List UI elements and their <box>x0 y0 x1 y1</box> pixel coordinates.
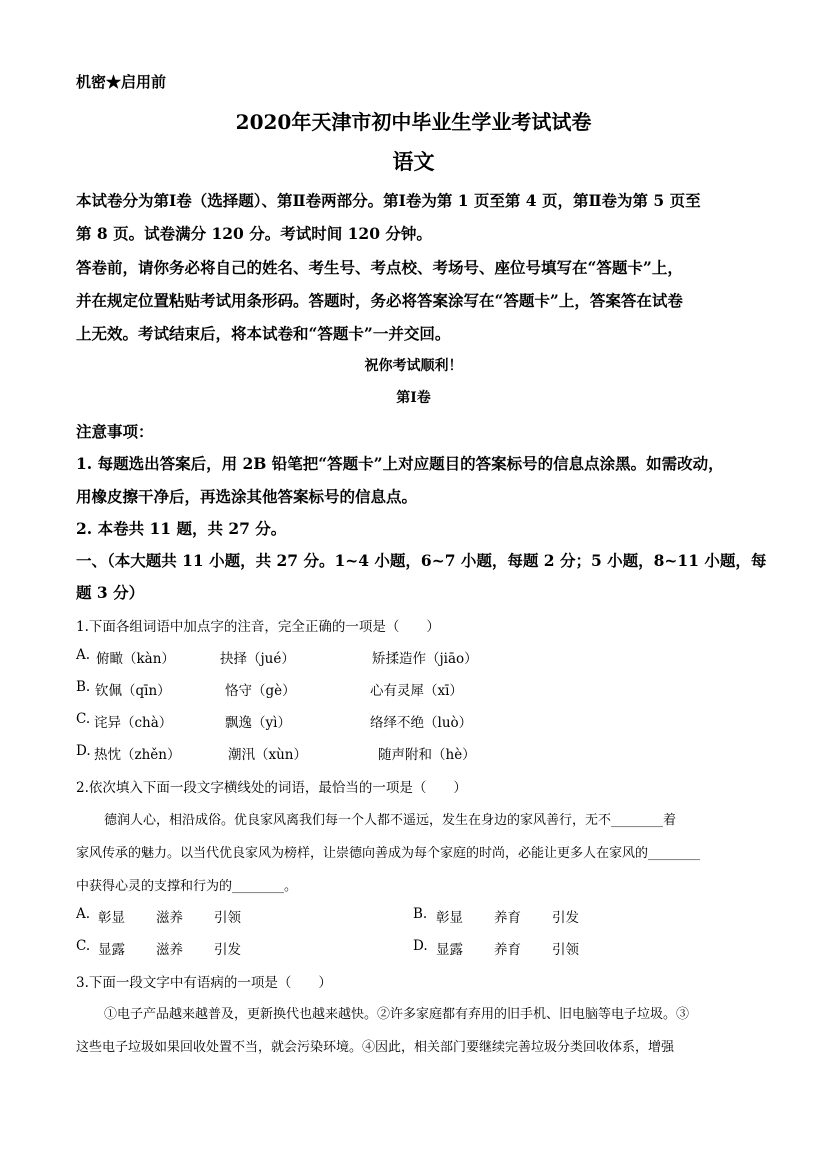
option-word-1: 钦佩（qīn） <box>95 683 171 699</box>
option-word-2: 养育 <box>494 910 521 926</box>
option-word-3: 矫揉造作（jiāo） <box>372 651 478 667</box>
option-word-3: 引发 <box>552 910 579 926</box>
intro-line-2: 第 8 页。试卷满分 120 分。考试时间 120 分钟。 <box>76 224 432 243</box>
option-word-3: 络绎不绝（luò） <box>370 715 473 731</box>
option-label: C. <box>76 938 91 954</box>
note-2: 2. 本卷共 11 题，共 27 分。 <box>76 519 287 538</box>
question-2-stem: 2.依次填入下面一段文字横线处的词语，最恰当的一项是（ ） <box>76 780 467 796</box>
intro-line-3: 答卷前，请你务必将自己的姓名、考生号、考点校、考场号、座位号填写在“答题卡”上， <box>76 258 683 277</box>
option-word-2: 恪守（gè） <box>225 683 296 699</box>
section-heading-line-1: 一、（本大题共 11 小题，共 27 分。1~4 小题，6~7 小题，每题 2 分；5 小题，8~11 小题，每 <box>76 551 767 570</box>
question-3-passage-line-2: 这些电子垃圾如果回收处置不当，就会污染环境。④因此，相关部门要继续完善垃圾分类回收体系，增强 <box>76 1040 675 1055</box>
option-word-2: 滋养 <box>156 910 183 926</box>
option-label: B. <box>76 679 91 695</box>
option-label: A. <box>76 647 91 663</box>
option-word-3: 引领 <box>214 910 241 926</box>
option-word-3: 随声附和（hè） <box>378 747 476 763</box>
question-2-passage-line-2: 家风传承的魅力。以当代优良家风为榜样，让崇德向善成为每个家庭的时尚，必能让更多人在家风的________ <box>76 846 701 861</box>
option-label: C. <box>76 711 91 727</box>
wish-line: 祝你考试顺利！ <box>364 358 463 374</box>
intro-line-4: 并在规定位置粘贴考试用条形码。答题时，务必将答案涂写在“答题卡”上，答案答在试卷 <box>76 291 683 310</box>
option-word-3: 引发 <box>214 942 241 958</box>
option-label: D. <box>76 743 91 759</box>
intro-line-5: 上无效。考试结束后，将本试卷和“答题卡”一并交回。 <box>76 324 451 343</box>
option-word-1: 彰显 <box>436 910 463 926</box>
question-3-stem: 3.下面一段文字中有语病的一项是（ ） <box>76 975 332 991</box>
option-word-2: 飘逸（yì） <box>225 715 291 731</box>
option-word-1: 俯瞰（kàn） <box>96 651 175 667</box>
option-label: D. <box>413 938 428 954</box>
subject-title: 语文 <box>392 149 435 174</box>
option-word-2: 潮汛（xùn） <box>228 747 308 763</box>
question-2-passage-line-3: 中获得心灵的支撑和行为的________。 <box>76 879 298 894</box>
option-word-2: 抉择（jué） <box>220 651 295 667</box>
option-word-2: 养育 <box>494 942 521 958</box>
question-2-passage-line-1: 德润人心，相沿成俗。优良家风离我们每一个人都不遥远，发生在身边的家风善行，无不________着 <box>104 813 677 828</box>
confidential-label: 机密★启用前 <box>76 73 167 91</box>
notes-heading: 注意事项： <box>76 422 154 441</box>
option-label: A. <box>76 906 91 922</box>
note-1-line-2: 用橡皮擦干净后，再选涂其他答案标号的信息点。 <box>76 487 418 506</box>
option-word-3: 引领 <box>552 942 579 958</box>
option-word-2: 滋养 <box>156 942 183 958</box>
note-1-line-1: 1. 每题选出答案后，用 2B 铅笔把“答题卡”上对应题目的答案标号的信息点涂黑。如需改动， <box>76 454 724 473</box>
option-word-1: 显露 <box>98 942 125 958</box>
intro-line-1: 本试卷分为第Ⅰ卷（选择题）、第Ⅱ卷两部分。第Ⅰ卷为第 1 页至第 4 页，第Ⅱ卷为第 5 页至 <box>76 191 701 210</box>
exam-title: 2020年天津市初中毕业生学业考试试卷 <box>235 110 592 134</box>
option-word-1: 显露 <box>436 942 463 958</box>
option-word-1: 彰显 <box>98 910 125 926</box>
question-1-stem: 1.下面各组词语中加点字的注音，完全正确的一项是（ ） <box>76 619 440 635</box>
option-word-1: 热忱（zhěn） <box>94 747 181 763</box>
section-heading-line-2: 题 3 分） <box>76 583 145 602</box>
option-word-3: 心有灵犀（xī） <box>370 683 463 699</box>
option-word-1: 诧异（chà） <box>94 715 173 731</box>
option-label: B. <box>413 906 428 922</box>
volume-heading: 第Ⅰ卷 <box>396 390 431 406</box>
question-3-passage-line-1: ①电子产品越来越普及，更新换代也越来越快。②许多家庭都有弃用的旧手机、旧电脑等电子垃圾。③ <box>104 1007 690 1022</box>
